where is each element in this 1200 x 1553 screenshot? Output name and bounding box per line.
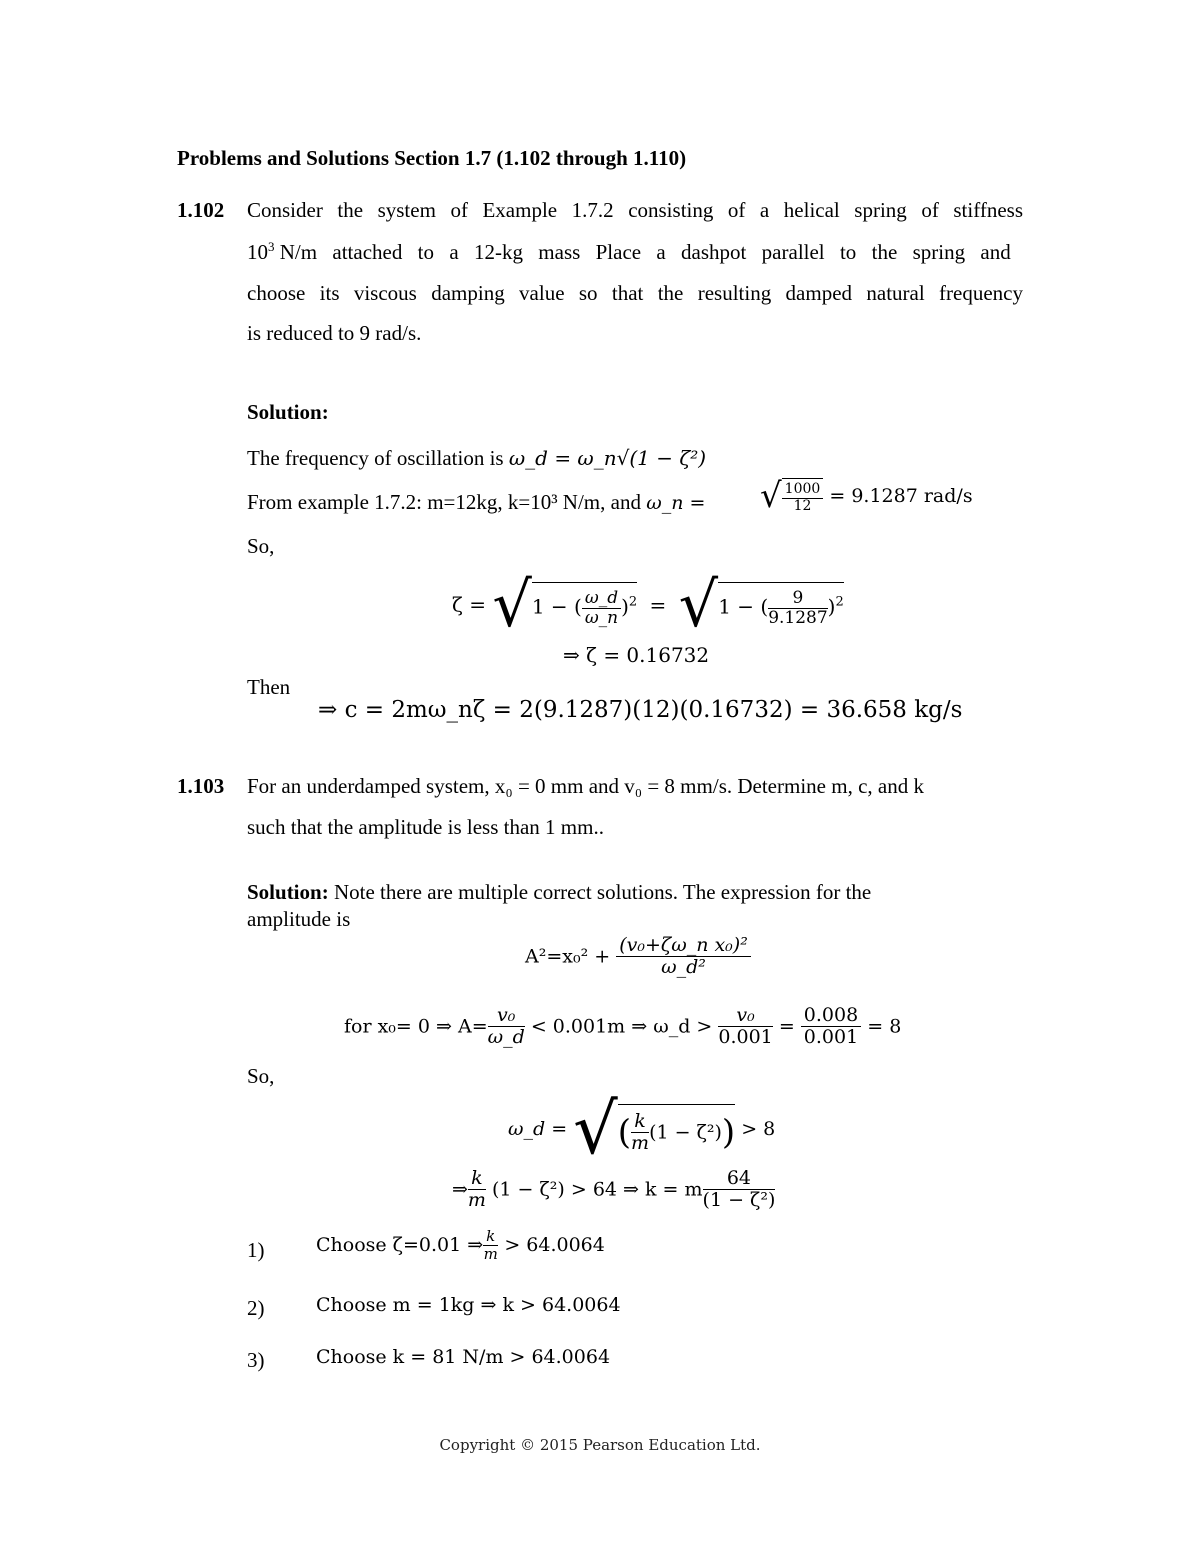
problem-text-line: is reduced to 9 rad/s. bbox=[247, 321, 422, 345]
omega-d-lhs: ω_d = bbox=[508, 1118, 568, 1140]
omega-d-frac-den: m bbox=[631, 1132, 650, 1154]
power-exponent: 3 bbox=[268, 239, 275, 254]
choice-number: 2) bbox=[247, 1296, 265, 1320]
zeta-frac-2-num: 9 bbox=[768, 589, 827, 609]
omega-d-radicand: ( $\frac{k}{m}$ (1 − ζ²)) bbox=[618, 1104, 735, 1154]
sqrt-symbol: √ bbox=[678, 568, 719, 641]
problem-text-line: For an underdamped system, x₀ = 0 mm and v₀ = 8 mm/s. Determine m, c, and k bbox=[247, 774, 924, 798]
condition-equals: = bbox=[778, 1015, 795, 1038]
condition-rhs: = 8 bbox=[867, 1015, 902, 1038]
omega-d-rhs: > 8 bbox=[741, 1118, 776, 1140]
condition-middle: < 0.001m ⇒ ω_d > bbox=[530, 1015, 713, 1038]
choice-item bbox=[316, 1228, 605, 1262]
omega-d-inner: (1 − ζ²) bbox=[649, 1121, 722, 1144]
damping-equation: ⇒ c = 2mω_nζ = 2(9.1287)(12)(0.16732) = 36.658 kg/s bbox=[318, 697, 963, 723]
k-frac-2-den: (1 − ζ²) bbox=[702, 1188, 776, 1211]
k-frac-2-num: 64 bbox=[703, 1168, 776, 1190]
choice-number: 3) bbox=[247, 1348, 265, 1372]
solution-text: Note there are multiple correct solutions. The expression for the bbox=[333, 880, 872, 904]
zeta-frac-1-den: ω_n bbox=[584, 607, 619, 628]
then-label: Then bbox=[247, 675, 291, 699]
omega-n-denominator: 12 bbox=[793, 497, 812, 514]
solution-label: Solution: bbox=[247, 400, 329, 424]
zeta-inner-text: 1 − ( bbox=[531, 594, 582, 619]
omega-n-fraction bbox=[782, 478, 824, 514]
copyright-footer: Copyright © 2015 Pearson Education Ltd. bbox=[439, 1436, 761, 1454]
page-title: Problems and Solutions Section 1.7 (1.102 through 1.110) bbox=[177, 146, 687, 170]
zeta-frac-2 bbox=[768, 589, 827, 627]
k-middle: (1 − ζ²) > 64 ⇒ k = m bbox=[492, 1178, 703, 1201]
condition-frac-1-num: v₀ bbox=[488, 1005, 525, 1027]
problem-number: 1.103 bbox=[177, 774, 225, 798]
condition-frac-3-den: 0.001 bbox=[803, 1025, 859, 1048]
amplitude-denominator: ω_d² bbox=[661, 955, 706, 978]
condition-equation bbox=[344, 1005, 901, 1048]
k-frac-1-num: k bbox=[468, 1168, 486, 1190]
choice-number: 1) bbox=[247, 1238, 265, 1262]
zeta-radicand-2: 1 − ( $\frac{9}{9.1287}$ )$^2$ bbox=[718, 582, 844, 627]
condition-frac-2-num: v₀ bbox=[718, 1005, 772, 1027]
solution-label: Solution: bbox=[247, 880, 329, 904]
condition-frac-3-num: 0.008 bbox=[801, 1005, 861, 1027]
k-frac-1 bbox=[468, 1168, 486, 1211]
k-frac-1-den: m bbox=[467, 1188, 486, 1211]
problem-text-line: such that the amplitude is less than 1 mm.. bbox=[247, 815, 604, 839]
choice-frac-den: m bbox=[483, 1244, 498, 1263]
amplitude-fraction bbox=[616, 935, 751, 978]
example-line bbox=[247, 490, 705, 515]
choice-item: Choose m = 1kg ⇒ k > 64.0064 bbox=[316, 1294, 621, 1316]
problem-text-line: choose its viscous damping value so that the resulting damped natural frequency bbox=[247, 281, 1023, 305]
condition-frac-3 bbox=[801, 1005, 861, 1048]
omega-n-result: = 9.1287 rad/s bbox=[829, 485, 973, 507]
zeta-result: ⇒ ζ = 0.16732 bbox=[563, 643, 710, 667]
so-label: So, bbox=[247, 534, 275, 558]
so-label: So, bbox=[247, 1064, 275, 1088]
amplitude-equation bbox=[525, 935, 751, 978]
k-frac-2 bbox=[703, 1168, 776, 1211]
condition-frac-1 bbox=[488, 1005, 525, 1048]
sqrt-symbol: √ bbox=[573, 1088, 618, 1170]
choice-item: Choose k = 81 N/m > 64.0064 bbox=[316, 1346, 611, 1368]
amplitude-numerator: (v₀+ζω_n x₀)² bbox=[616, 935, 751, 957]
problem-number: 1.102 bbox=[177, 198, 225, 222]
k-lhs: ⇒ bbox=[452, 1178, 468, 1201]
zeta-lhs: ζ = bbox=[452, 592, 486, 617]
choice-text: Choose ζ=0.01 ⇒ bbox=[316, 1234, 484, 1256]
omega-d-frac bbox=[631, 1111, 649, 1154]
amplitude-lhs: A²=x₀² + bbox=[525, 945, 611, 968]
choice-text: > 64.0064 bbox=[504, 1234, 605, 1256]
omega-n-root bbox=[760, 476, 973, 516]
omega-n-numerator: 1000 bbox=[782, 482, 824, 498]
solution-paragraph bbox=[247, 880, 871, 905]
choice-fraction bbox=[483, 1228, 498, 1262]
frequency-equation: ω_d = ω_n√(1 − ζ²) bbox=[508, 446, 707, 470]
frequency-text: The frequency of oscillation is bbox=[247, 446, 504, 470]
choice-frac-num: k bbox=[483, 1228, 498, 1246]
zeta-radicand-1: 1 − ( $\frac{\omega\_d}{\omega\_n}$ )$^2$ bbox=[532, 582, 637, 627]
condition-frac-1-den: ω_d bbox=[487, 1025, 525, 1048]
condition-frac-2 bbox=[718, 1005, 772, 1048]
condition-lhs: for x₀= 0 ⇒ A= bbox=[344, 1015, 488, 1038]
sqrt-symbol: √ bbox=[492, 568, 532, 641]
zeta-equals: = bbox=[649, 592, 667, 617]
omega-n-lhs: ω_n = bbox=[646, 492, 706, 514]
omega-d-frac-num: k bbox=[631, 1111, 649, 1133]
sqrt-symbol: √ bbox=[760, 476, 782, 516]
zeta-frac-1 bbox=[582, 589, 621, 627]
zeta-equation bbox=[452, 568, 844, 641]
zeta-frac-1-num: ω_d bbox=[582, 589, 621, 609]
power-base: 10 bbox=[247, 240, 268, 264]
problem-text-line: Consider the system of Example 1.7.2 consisting of a helical spring of stiffness bbox=[247, 198, 1023, 222]
frequency-line bbox=[247, 446, 706, 471]
k-inequality bbox=[452, 1168, 775, 1211]
example-text: From example 1.7.2: m=12kg, k=10³ N/m, and bbox=[247, 490, 641, 514]
condition-frac-2-den: 0.001 bbox=[718, 1025, 773, 1048]
omega-d-inequality bbox=[508, 1088, 775, 1170]
problem-text-continuation: N/m attached to a 12-kg mass Place a dashpot parallel to the spring and bbox=[279, 240, 1011, 264]
zeta-frac-2-den: 9.1287 bbox=[768, 607, 828, 628]
solution-text-line: amplitude is bbox=[247, 907, 351, 931]
problem-text-line bbox=[247, 240, 1023, 265]
